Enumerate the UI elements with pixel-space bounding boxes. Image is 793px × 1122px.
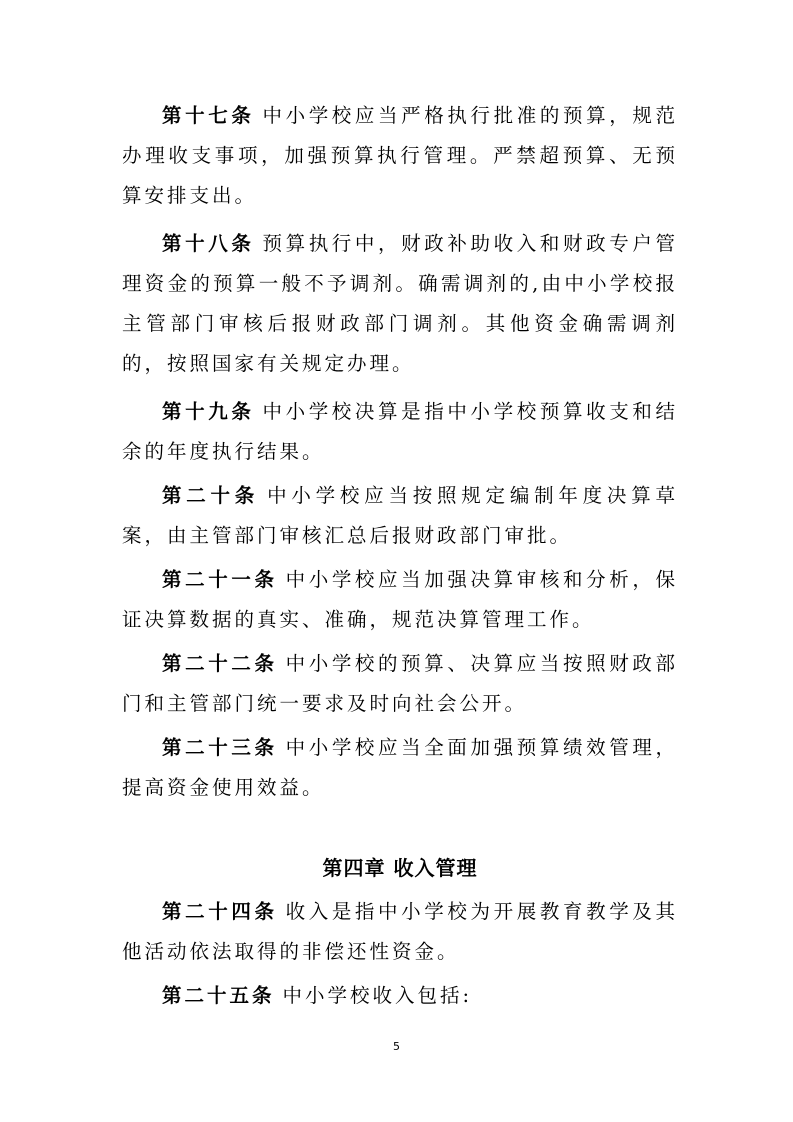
article-number: 第十九条 (161, 400, 255, 423)
article-number: 第二十四条 (161, 900, 278, 923)
article-text: 中小学校决算是指中小学校预算收支和结余的年度执行结果。 (122, 400, 678, 463)
article-text: 预算执行中，财政补助收入和财政专户管理资金的预算一般不予调剂。确需调剂的,由中小学校报主管部门审核后报财政部门调剂。其他资金确需调剂的，按照国家有关规定办理。 (122, 232, 678, 375)
article-text: 中小学校的预算、决算应当按照财政部门和主管部门统一要求及时向社会公开。 (122, 652, 678, 715)
article-number: 第二十三条 (161, 736, 278, 759)
article-text: 中小学校应当严格执行批准的预算，规范办理收支事项，加强预算执行管理。严禁超预算、无预算安排支出。 (122, 104, 678, 207)
article-18 (122, 224, 678, 384)
article-20 (122, 476, 678, 556)
article-number: 第十八条 (161, 232, 255, 255)
article-text: 中小学校应当加强决算审核和分析，保证决算数据的真实、准确，规范决算管理工作。 (122, 568, 678, 631)
article-22 (122, 644, 678, 724)
article-text: 中小学校应当按照规定编制年度决算草案，由主管部门审核汇总后报财政部门审批。 (122, 484, 678, 547)
article-17 (122, 96, 678, 216)
article-text: 收入是指中小学校为开展教育教学及其他活动依法取得的非偿还性资金。 (122, 900, 678, 963)
article-text: 中小学校应当全面加强预算绩效管理，提高资金使用效益。 (122, 736, 678, 799)
page-number: 5 (393, 1040, 400, 1053)
article-number: 第十七条 (161, 104, 255, 127)
article-21 (122, 560, 678, 640)
article-number: 第二十五条 (161, 984, 275, 1007)
chapter-heading: 第四章 收入管理 (322, 856, 478, 880)
article-19 (122, 392, 678, 472)
article-text: 中小学校收入包括: (282, 984, 473, 1007)
article-number: 第二十二条 (161, 652, 278, 675)
article-23 (122, 728, 678, 808)
article-number: 第二十条 (161, 484, 260, 507)
article-number: 第二十一条 (161, 568, 278, 591)
article-25 (122, 976, 678, 1016)
article-24 (122, 892, 678, 972)
